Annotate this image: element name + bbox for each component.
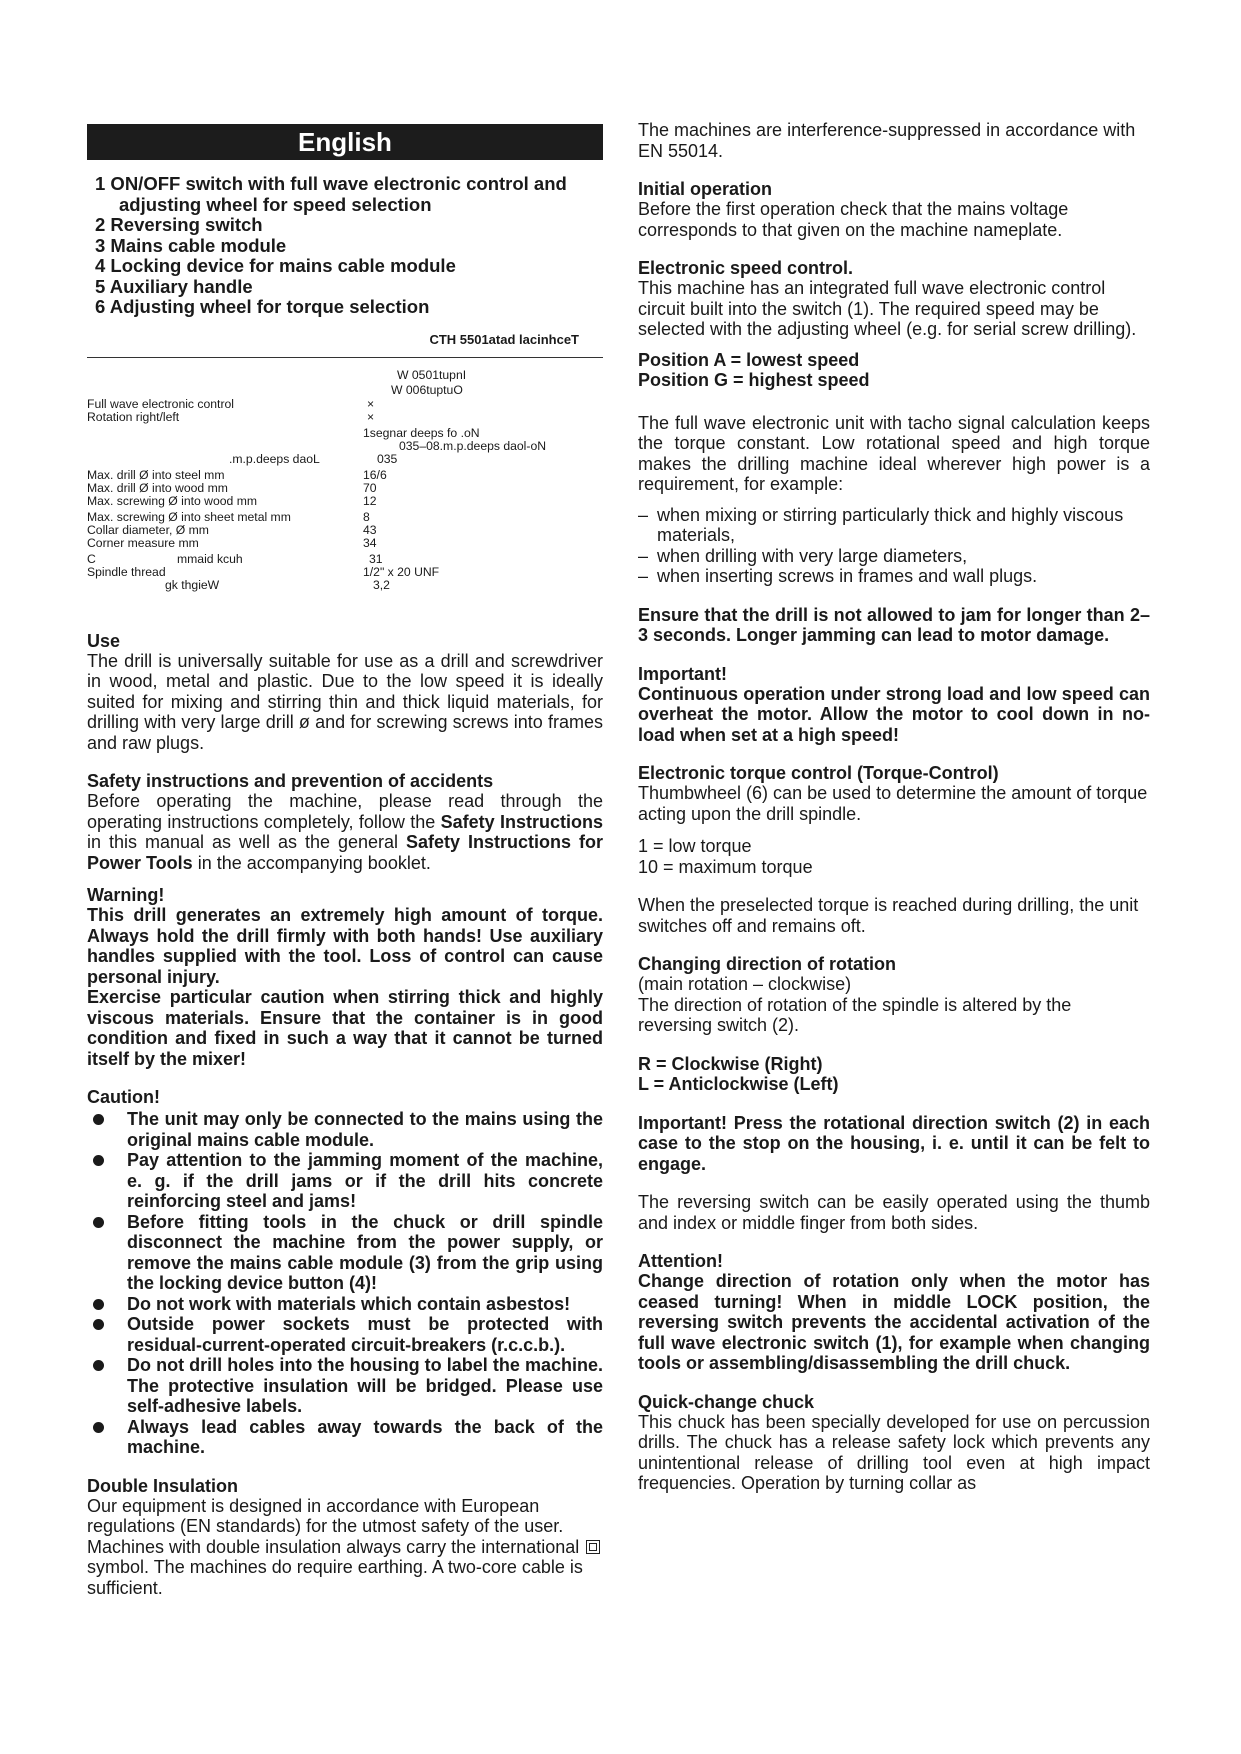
tech-label-screw-sheet: Max. screwing Ø into sheet metal mm bbox=[87, 509, 291, 524]
warning-text-2: Exercise particular caution when stirring thick and highly viscous materials. Ensure that the container is in good condition and fixed in such a way that it cannot be turned itself by the mixer! bbox=[87, 987, 603, 1069]
chuck-heading: Quick-change chuck bbox=[638, 1391, 815, 1412]
language-banner: English bbox=[87, 124, 603, 160]
tech-value-load-speed: 035 bbox=[377, 451, 398, 466]
caution-item: The unit may only be connected to the mains using the original mains cable module. bbox=[87, 1109, 603, 1150]
tech-value-max-wood: 70 bbox=[363, 480, 377, 495]
full-wave-text: The full wave electronic unit with tacho signal calculation keeps the torque constant. Low rotational speed and high torque makes the drilling machine ideal wherever high power is a requirement, for example: bbox=[638, 412, 1150, 494]
attention-heading: Attention! bbox=[638, 1251, 723, 1271]
bullet-icon bbox=[93, 1319, 104, 1330]
speed-control-heading: Electronic speed control. bbox=[638, 258, 854, 278]
tech-value-rotation: × bbox=[367, 409, 375, 424]
bullet-icon bbox=[93, 1155, 104, 1166]
use-text: The drill is universally suitable for use as a drill and screwdriver in wood, metal and plastic. Due to the low speed it is ideally suited for mixing and stirring thin and thick liquid materials, for drilling with very large drill ø and for screwing screws into frames and raw plugs. bbox=[87, 650, 603, 753]
part-item: 6 Adjusting wheel for torque selection bbox=[95, 296, 430, 317]
caution-item: Do not drill holes into the housing to label the machine. The protective insulation will be bridged. Please use self-adhesive labels. bbox=[87, 1355, 603, 1417]
bullet-icon bbox=[93, 1114, 104, 1125]
power-tools-ref: Safety Instructions for Power Tools bbox=[87, 832, 604, 873]
caution-item: Before fitting tools in the chuck or drill spindle disconnect the machine from the power supply, or remove the mains cable module (3) from the grip using the locking device button (4)! bbox=[87, 1212, 603, 1294]
chuck-text: This chuck has been specially developed for use on percussion drills. The chuck has a release safety lock which prevents any unintentional release of drilling tool even at high impact frequencies. Operation by turning collar as bbox=[638, 1411, 1150, 1493]
tech-label-corner: Corner measure mm bbox=[87, 535, 199, 550]
tech-label-rotation: Rotation right/left bbox=[87, 409, 180, 424]
caution-heading: Caution! bbox=[87, 1087, 160, 1107]
tech-speed-ranges: 1segnar deeps fo .oN bbox=[363, 425, 480, 440]
tech-label-full-wave: Full wave electronic control bbox=[87, 396, 234, 411]
rotation-text: The direction of rotation of the spindle is altered by the reversing switch (2). bbox=[638, 994, 1072, 1035]
double-insulation-icon bbox=[586, 1540, 600, 1554]
tech-value-full-wave: × bbox=[367, 396, 375, 411]
example-item: – when mixing or stirring particularly thick and highly viscous materials, bbox=[638, 504, 1124, 545]
tech-value-chuck: 31 bbox=[369, 551, 383, 566]
safety-heading: Safety instructions and prevention of accidents bbox=[87, 771, 494, 791]
clockwise-line: R = Clockwise (Right) bbox=[638, 1053, 823, 1074]
tech-label-chuck-c: C bbox=[87, 551, 96, 566]
tech-value-screw-sheet: 8 bbox=[363, 509, 370, 524]
use-heading: Use bbox=[87, 630, 121, 651]
tech-value-spindle: 1/2" x 20 UNF bbox=[363, 564, 440, 579]
input-power: W 0501tupnI bbox=[397, 367, 467, 382]
parts-list bbox=[95, 174, 603, 318]
tech-data-table bbox=[87, 358, 603, 616]
jam-warning: Ensure that the drill is not allowed to jam for longer than 2–3 seconds. Longer jamming can lead to motor damage. bbox=[638, 604, 1150, 645]
example-item: – when drilling with very large diameters, bbox=[638, 545, 968, 566]
tech-value-screw-wood: 12 bbox=[363, 493, 377, 508]
part-item: 3 Mains cable module bbox=[95, 234, 287, 256]
tech-label-chuck: mmaid kcuh bbox=[177, 551, 243, 566]
caution-list bbox=[87, 1109, 603, 1458]
double-insulation-heading: Double Insulation bbox=[87, 1475, 238, 1496]
position-g: Position G = highest speed bbox=[638, 370, 870, 390]
safety-instructions-ref: Safety Instructions bbox=[440, 811, 603, 832]
tech-data-heading: CTH 5501atad lacinhceT bbox=[429, 331, 579, 347]
bullet-icon bbox=[93, 1299, 104, 1310]
example-item: – when inserting screws in frames and wall plugs. bbox=[638, 566, 1038, 586]
output-power: W 006tuptuO bbox=[391, 382, 463, 397]
part-item: 1 ON/OFF switch with full wave electronic control and adjusting wheel for speed selection bbox=[95, 173, 567, 215]
rotation-heading: Changing direction of rotation bbox=[638, 954, 896, 974]
tech-value-collar: 43 bbox=[363, 522, 377, 537]
part-item: 4 Locking device for mains cable module bbox=[95, 255, 456, 276]
bullet-icon bbox=[93, 1422, 104, 1433]
important-heading: Important! bbox=[638, 663, 727, 684]
attention-text: Change direction of rotation only when the motor has ceased turning! When in middle LOCK position, the reversing switch prevents the accidental activation of the full wave electronic switch (1), for example when changing tools or assembling/disassembling the drill chuck. bbox=[638, 1271, 1150, 1373]
tech-label-screw-wood: Max. screwing Ø into wood mm bbox=[87, 493, 258, 508]
reversing-switch-text: The reversing switch can be easily operated using the thumb and index or middle finger from both sides. bbox=[638, 1192, 1150, 1233]
torque-low: 1 = low torque bbox=[638, 836, 752, 856]
right-column bbox=[638, 120, 1150, 1494]
caution-item: Outside power sockets must be protected with residual-current-operated circuit-breakers (r.c.c.b.). bbox=[87, 1314, 603, 1355]
double-insulation-text: Our equipment is designed in accordance with European regulations (EN standards) for the utmost safety of the user. Machines with double insulation always carry the international symbol. The machines do require earthing. A two-core cable is sufficient. bbox=[87, 1496, 603, 1599]
tech-label-max-steel: Max. drill Ø into steel mm bbox=[87, 467, 225, 482]
bullet-icon bbox=[93, 1217, 104, 1228]
torque-control-heading: Electronic torque control (Torque-Control) bbox=[638, 763, 999, 783]
examples-list bbox=[638, 505, 1150, 587]
speed-control-text: This machine has an integrated full wave electronic control circuit built into the switch (1). The required speed may be selected with the adjusting wheel (e.g. for serial screw drilling). bbox=[638, 278, 1137, 339]
tech-value-max-steel: 16/6 bbox=[363, 467, 387, 482]
torque-control-text: Thumbwheel (6) can be used to determine the amount of torque acting upon the drill spindle. bbox=[638, 783, 1148, 824]
tech-value-corner: 34 bbox=[363, 535, 377, 550]
left-column bbox=[87, 124, 603, 1598]
tech-label-load-speed: .m.p.deeps daoL bbox=[229, 451, 320, 466]
warning-heading: Warning! bbox=[87, 885, 165, 905]
press-switch-text: Important! Press the rotational direction switch (2) in each case to the stop on the housing, i. e. until it can be felt to engage. bbox=[638, 1112, 1150, 1174]
initial-operation-text: Before the first operation check that the mains voltage corresponds to that given on the machine nameplate. bbox=[638, 199, 1069, 240]
anticlockwise-line: L = Anticlockwise (Left) bbox=[638, 1074, 839, 1094]
tech-label-max-wood: Max. drill Ø into wood mm bbox=[87, 480, 228, 495]
caution-item: Always lead cables away towards the back of the machine. bbox=[87, 1417, 603, 1458]
important-text: Continuous operation under strong load and low speed can overheat the motor. Allow the motor to cool down in no-load when set at a high speed! bbox=[638, 683, 1150, 745]
tech-label-collar: Collar diameter, Ø mm bbox=[87, 522, 209, 537]
initial-operation-heading: Initial operation bbox=[638, 179, 773, 199]
caution-item: Pay attention to the jamming moment of the machine, e. g. if the drill jams or if the drill hits concrete reinforcing steel and jams! bbox=[87, 1150, 603, 1212]
torque-max: 10 = maximum torque bbox=[638, 856, 813, 877]
interference-text: The machines are interference-suppressed in accordance with EN 55014. bbox=[638, 120, 1136, 161]
preselected-torque-text: When the preselected torque is reached during drilling, the unit switches off and remains oft. bbox=[638, 895, 1139, 936]
tech-no-load-speed: 035–08.m.p.deeps daol-oN bbox=[399, 438, 547, 453]
position-a: Position A = lowest speed bbox=[638, 349, 860, 370]
caution-item: Do not work with materials which contain asbestos! bbox=[87, 1294, 603, 1315]
part-item: 2 Reversing switch bbox=[95, 214, 263, 235]
tech-label-weight: gk thgieW bbox=[165, 577, 220, 592]
safety-text: Before operating the machine, please read through the operating instructions completely, follow the Safety Instructions in this manual as well as the general Safety Instructions for Power Tools in the accompanying booklet. bbox=[87, 791, 604, 873]
rotation-subheading: (main rotation – clockwise) bbox=[638, 974, 852, 994]
tech-value-weight: 3,2 bbox=[373, 577, 390, 592]
bullet-icon bbox=[93, 1360, 104, 1371]
warning-text: This drill generates an extremely high amount of torque. Always hold the drill firmly with both hands! Use auxiliary handles supplied with the tool. Loss of control can cause personal injury. bbox=[87, 905, 603, 987]
tech-label-spindle: Spindle thread bbox=[87, 564, 166, 579]
part-item: 5 Auxiliary handle bbox=[95, 275, 253, 297]
